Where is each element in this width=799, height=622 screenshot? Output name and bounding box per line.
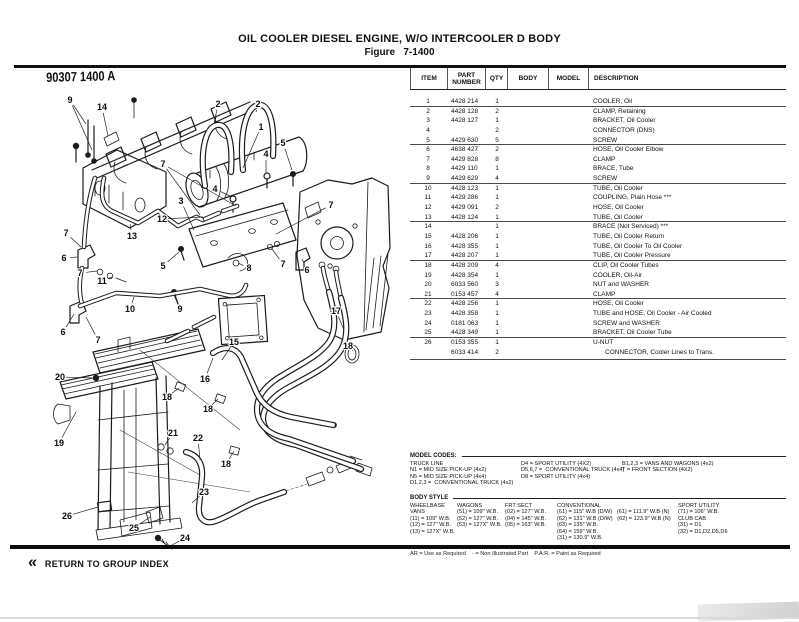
column-header-body: BODY — [508, 68, 549, 89]
callout-number: 11 — [97, 276, 107, 286]
model-codes-title: MODEL CODES: — [410, 453, 457, 459]
cell-desc: CONNECTOR (DNS) — [593, 126, 655, 134]
callout-number: 10 — [124, 304, 136, 314]
cell-qty: 5 — [495, 136, 499, 144]
cell-desc: COOLER, Oil-Air — [593, 271, 643, 279]
callout-number: 18 — [342, 341, 354, 351]
table-row — [410, 222, 786, 232]
cell-item: 15 — [424, 232, 432, 240]
cell-qty: 3 — [495, 281, 499, 289]
cell-part: 4428 355 — [451, 242, 479, 250]
cell-desc: CLAMP, Retaining — [593, 107, 646, 115]
table-row — [410, 164, 786, 174]
callout-number: 22 — [192, 433, 204, 443]
body-style-section — [410, 495, 786, 545]
table-row — [410, 328, 786, 338]
callout-number: 20 — [54, 372, 66, 382]
cell-part: 4428 206 — [451, 232, 479, 240]
table-row — [410, 107, 786, 117]
text-line: (05) = 163" W.B. — [505, 522, 547, 529]
callout-number: 9 — [67, 95, 73, 105]
callout-leader-line — [285, 149, 292, 170]
callout-number: 13 — [126, 231, 138, 241]
cell-desc: TUBE, Oil Cooler Return — [593, 232, 665, 240]
cell-item: 3 — [426, 117, 430, 125]
text-line: D5,6,7 = CONVENTIONAL TRUCK (4x4) — [521, 467, 625, 474]
text-line: T = FRONT SECTION (4X2) — [622, 467, 693, 474]
text-line: B1,2,3 = VANS AND WAGONS (4x2) — [622, 461, 714, 467]
cell-desc: U-NUT — [593, 339, 614, 347]
table-end-rule — [410, 359, 786, 360]
text-line: (02) = 127" W.B. — [505, 509, 547, 516]
cell-desc: CLAMP — [593, 290, 616, 298]
mc-cols-column — [521, 461, 624, 480]
cell-desc: CLIP, Oil Cooler Tubes — [593, 261, 659, 269]
callout-leader-line — [272, 249, 279, 259]
text-line: CLUB CAB — [678, 515, 706, 522]
column-header-model: MODEL — [549, 68, 589, 89]
text-line: (13) = 127X" W.B. — [410, 528, 455, 535]
body-style-title: BODY STYLE — [410, 495, 449, 501]
table-row — [410, 136, 786, 146]
table-row — [410, 232, 786, 242]
cell-qty: 2 — [495, 126, 499, 134]
figure-number: Figure 7-1400 — [364, 47, 435, 58]
table-row — [410, 193, 786, 203]
cell-part: 4428 358 — [451, 310, 479, 318]
cell-item: 24 — [424, 319, 432, 327]
text-line: (62) = 131" W.B (D/W) (62) = 123.9" W.B (N) — [557, 515, 671, 522]
text-line: (53) = 127X" W.B. — [457, 522, 502, 529]
text-line: FRT SECT — [505, 503, 533, 509]
cell-qty: 1 — [495, 319, 499, 327]
mc-cols-column — [622, 461, 714, 474]
cell-item: 9 — [426, 175, 430, 183]
cell-part: 4429 286 — [451, 194, 479, 202]
cell-qty: 4 — [495, 175, 499, 183]
callout-leader-line — [168, 252, 179, 262]
cell-desc: BRACKET, Oil Cooler Tube — [593, 329, 672, 337]
cell-desc: CLAMP — [593, 155, 616, 163]
table-row — [410, 145, 786, 155]
cell-qty: 4 — [495, 290, 499, 298]
text-line: (51) = 109" W.B. — [457, 509, 499, 516]
parts-table-body — [410, 97, 786, 357]
callout-leader-line — [70, 257, 77, 258]
cell-part: 4638 427 — [451, 146, 479, 154]
callout-number: 7 — [77, 268, 83, 278]
cell-item: 25 — [424, 329, 432, 337]
cell-qty: 1 — [495, 300, 499, 308]
callout-leader-line — [256, 110, 257, 112]
section-rule — [453, 498, 786, 501]
scan-edge — [0, 617, 799, 619]
cell-part: 0153 457 — [451, 290, 479, 298]
text-line: (31) = D1 — [678, 522, 702, 529]
cell-qty: 2 — [495, 348, 499, 356]
mc-cols-column — [410, 461, 513, 487]
callout-number: 9 — [177, 304, 183, 314]
callout-number: 7 — [95, 335, 101, 345]
table-row — [410, 116, 786, 126]
cell-part: 4429 110 — [451, 165, 478, 173]
callout-number: 23 — [198, 487, 210, 497]
callout-number: 25 — [128, 523, 140, 533]
cell-qty: 8 — [495, 155, 499, 163]
callout-number: 1 — [258, 122, 264, 132]
callout-number: 15 — [228, 337, 240, 347]
text-line: WHEELBASE — [410, 503, 445, 509]
cell-qty: 2 — [495, 146, 499, 154]
cell-item: 10 — [424, 184, 432, 192]
cell-desc: NUT and WASHER — [593, 281, 649, 289]
cell-desc: HOSE, Oil Cooler — [593, 204, 644, 212]
text-line: (52) = 127" W.B. — [457, 515, 499, 522]
callout-number: 21 — [167, 428, 179, 438]
cell-desc: CONNECTOR, Cooler Lines to Trans. — [605, 348, 714, 356]
cell-qty: 1 — [495, 252, 499, 260]
callout-number: 18 — [202, 404, 214, 414]
cell-qty: 1 — [495, 329, 499, 337]
text-line: (63) = 135" W.B. — [557, 522, 599, 529]
cell-item: 16 — [424, 242, 432, 250]
footnote-legend: AR = Use as Required - = Non Illustrated Part P.A.R. = Paint as Required — [410, 551, 601, 557]
column-header-description: DESCRIPTION — [594, 75, 639, 82]
callout-leader-line — [130, 224, 131, 230]
cell-qty: 1 — [495, 339, 499, 347]
cell-part: 4429 630 — [451, 136, 479, 144]
cell-part: 4428 214 — [451, 98, 479, 105]
callout-number: 26 — [61, 511, 73, 521]
cell-part: 4428 128 — [451, 107, 479, 115]
table-row — [410, 174, 786, 184]
callout-number: 8 — [246, 263, 252, 273]
cell-part: 4428 256 — [451, 300, 479, 308]
cell-part: 0153 355 — [451, 339, 479, 347]
cell-desc: HOSE, Oil Cooler Elbow — [593, 146, 664, 154]
callout-number: 6 — [61, 253, 67, 263]
cell-item: 11 — [424, 194, 432, 202]
bs-cols-column — [457, 503, 502, 529]
cell-qty: 1 — [495, 117, 499, 125]
cell-item: 14 — [424, 223, 432, 231]
table-row — [410, 242, 786, 252]
cell-desc: HOSE, Oil Cooler — [593, 300, 644, 308]
cell-desc: BRACE, Tube — [593, 165, 634, 173]
callout-leader-line — [86, 271, 97, 272]
cell-part: 4428 123 — [451, 184, 479, 192]
parts-table-header — [410, 68, 786, 90]
table-row — [410, 251, 786, 261]
table-row — [410, 280, 786, 290]
callout-leader-line — [86, 317, 95, 335]
text-line: (32) = D1,D2,D5,D6 — [678, 528, 728, 535]
callout-leader-line — [62, 412, 76, 438]
model-codes-section — [410, 453, 786, 491]
callout-leader-line — [229, 451, 234, 459]
double-chevron-left-icon: « — [27, 554, 37, 571]
table-row — [410, 319, 786, 329]
bs-cols-column — [505, 503, 546, 529]
text-line: SPORT UTILITY — [678, 503, 720, 509]
cell-qty: 1 — [495, 232, 499, 240]
callout-number: 14 — [96, 102, 108, 112]
cell-part: 6033 560 — [451, 281, 479, 289]
callout-leader-line — [207, 358, 213, 373]
text-line: N5 = MID SIZE PICK-UP (4x4) — [410, 473, 487, 480]
cell-qty: 1 — [495, 310, 499, 318]
callout-number: 2 — [215, 99, 221, 109]
cell-desc: SCREW and WASHER — [593, 319, 660, 327]
callout-number: 7 — [63, 228, 69, 238]
callout-leader-line — [103, 113, 108, 136]
cell-desc: TUBE, Oil Cooler To Oil Cooler — [593, 242, 683, 250]
bs-cols-column — [678, 503, 728, 535]
table-row — [410, 203, 786, 213]
table-row — [410, 271, 786, 281]
callout-number: 7 — [328, 200, 334, 210]
cell-item: 18 — [424, 261, 432, 269]
diagram-artwork — [54, 98, 391, 549]
table-row — [410, 299, 786, 309]
cell-qty: 1 — [495, 194, 499, 202]
callout-number: 5 — [280, 138, 286, 148]
cell-item: 4 — [426, 126, 430, 134]
callout-number: 4 — [212, 184, 218, 194]
text-line: CONVENTIONAL — [557, 503, 602, 509]
cell-item: 7 — [426, 155, 430, 163]
cell-desc: COUPLING, Plain Hose *** — [593, 194, 672, 202]
cell-qty: 2 — [495, 204, 499, 212]
cell-item: 5 — [426, 136, 430, 144]
text-line: (61) = 115" W.B (D/W) (61) = 111.9" W.B (N) — [557, 509, 670, 516]
text-line: (71) = 106" W.B. — [678, 509, 720, 516]
callout-number: 16 — [199, 374, 211, 384]
table-row — [410, 338, 786, 348]
text-line: D1,2,3 = CONVENTIONAL TRUCK (4x2) — [410, 480, 514, 487]
cell-desc: BRACKET, Oil Cooler — [593, 117, 656, 125]
callout-leader-line — [73, 507, 98, 514]
cell-item: 23 — [424, 310, 432, 318]
cell-desc: TUBE, Oil Cooler — [593, 184, 643, 192]
cell-item: 26 — [424, 339, 432, 347]
cell-qty: 1 — [495, 98, 499, 105]
cell-desc: SCREW — [593, 175, 618, 183]
cell-part: 4428 349 — [451, 329, 479, 337]
cell-part: 4428 207 — [451, 252, 479, 260]
cell-item: 19 — [424, 271, 432, 279]
text-line: N1 = MID SIZE PICK-UP (4x2) — [410, 467, 487, 474]
cell-part: 0181 063 — [451, 319, 479, 327]
cell-desc: COOLER, Oil — [593, 98, 633, 105]
callout-number: 6 — [304, 265, 310, 275]
table-row — [410, 126, 786, 136]
table-row — [410, 155, 786, 165]
bs-cols-column — [410, 503, 455, 535]
table-row — [410, 309, 786, 319]
bs-cols-column — [557, 503, 671, 541]
bottom-rule — [10, 545, 790, 549]
return-link-label: RETURN TO GROUP INDEX — [44, 559, 169, 569]
cell-part: 4429 629 — [451, 175, 479, 183]
callout-number: 2 — [255, 99, 261, 109]
cell-qty: 1 — [495, 271, 499, 279]
table-row — [410, 97, 786, 107]
cell-desc: TUBE, Oil Cooler Pressure — [593, 252, 671, 260]
callout-leader-line — [70, 237, 81, 247]
text-line: (12) = 127" W.B. — [410, 522, 452, 529]
text-line: WAGONS — [457, 503, 483, 509]
callout-number: 3 — [178, 196, 184, 206]
cell-qty: 1 — [495, 165, 499, 173]
cell-desc: SCREW — [593, 136, 618, 144]
cell-qty: 1 — [495, 223, 499, 231]
cell-part: 6033 414 — [451, 348, 479, 356]
cell-qty: 1 — [495, 242, 499, 250]
callout-number: 24 — [179, 533, 191, 543]
cell-desc: TUBE, Oil Cooler — [593, 213, 643, 221]
table-row — [410, 213, 786, 223]
callout-number: 6 — [60, 327, 66, 337]
table-row — [410, 261, 786, 271]
text-line: (04) = 145" W.B. — [505, 515, 547, 522]
column-header-qty: QTY — [486, 68, 508, 89]
cell-part: 4428 354 — [451, 271, 479, 279]
cell-desc: TUBE and HOSE, Oil Cooler - Air Cooled — [593, 310, 712, 318]
callout-leader-line — [220, 192, 230, 196]
plate-stamp: 90307 1400 A — [46, 68, 116, 85]
callout-leader-line — [276, 208, 326, 234]
callout-number: 18 — [220, 459, 232, 469]
callout-number: 7 — [280, 259, 286, 269]
cell-qty: 1 — [495, 213, 499, 221]
cell-item: 6 — [426, 146, 430, 154]
text-line: (31) = 130.9" W.B. — [557, 535, 603, 542]
column-header-part-number: PART NUMBER — [448, 68, 486, 89]
text-line: TRUCK LINE — [410, 461, 444, 467]
cell-item: 21 — [424, 290, 432, 298]
cell-part: 4428 124 — [451, 213, 479, 221]
return-to-group-index-link[interactable] — [28, 556, 169, 570]
cell-item: 1 — [426, 98, 430, 105]
callout-number: 19 — [53, 438, 65, 448]
table-row — [410, 184, 786, 194]
cell-item: 22 — [424, 300, 432, 308]
cell-desc: BRACE (Not Serviced) *** — [593, 223, 669, 231]
table-row — [410, 290, 786, 300]
text-line: VANS — [410, 509, 425, 516]
column-header-item: ITEM — [411, 68, 448, 89]
cell-part: 4429 828 — [451, 155, 479, 163]
cell-item: 2 — [426, 107, 430, 115]
cell-qty: 1 — [495, 184, 499, 192]
cell-item: 13 — [424, 213, 432, 221]
callout-number: 12 — [156, 214, 168, 224]
text-line: (64) = 159" W.B. — [557, 528, 599, 535]
cell-qty: 2 — [495, 107, 499, 115]
text-line: D8 = SPORT UTILITY (4x4) — [521, 473, 591, 480]
callout-number: 4 — [263, 149, 269, 159]
section-rule — [462, 456, 786, 459]
page-title: OIL COOLER DIESEL ENGINE, W/O INTERCOOLER D BODY — [238, 33, 561, 45]
cell-part: 4428 127 — [451, 117, 479, 125]
cell-qty: 4 — [495, 261, 499, 269]
cell-part: 4428 209 — [451, 261, 479, 269]
cell-item: 20 — [424, 281, 432, 289]
cell-item: 12 — [424, 204, 432, 212]
callout-number: 18 — [161, 392, 173, 402]
callout-number: 17 — [330, 306, 342, 316]
cell-part: 4429 091 — [451, 204, 479, 212]
cell-item: 8 — [426, 165, 430, 173]
callout-leader-line — [132, 297, 134, 303]
table-row — [410, 348, 786, 358]
cell-item: 17 — [424, 252, 432, 260]
text-line: D4 = SPORT UTILITY (4X2) — [521, 461, 592, 467]
callout-leader-line — [66, 377, 92, 378]
text-line: (11) = 109" W.B. — [410, 515, 451, 522]
callout-number: 5 — [160, 261, 166, 271]
callout-number: 7 — [160, 159, 166, 169]
